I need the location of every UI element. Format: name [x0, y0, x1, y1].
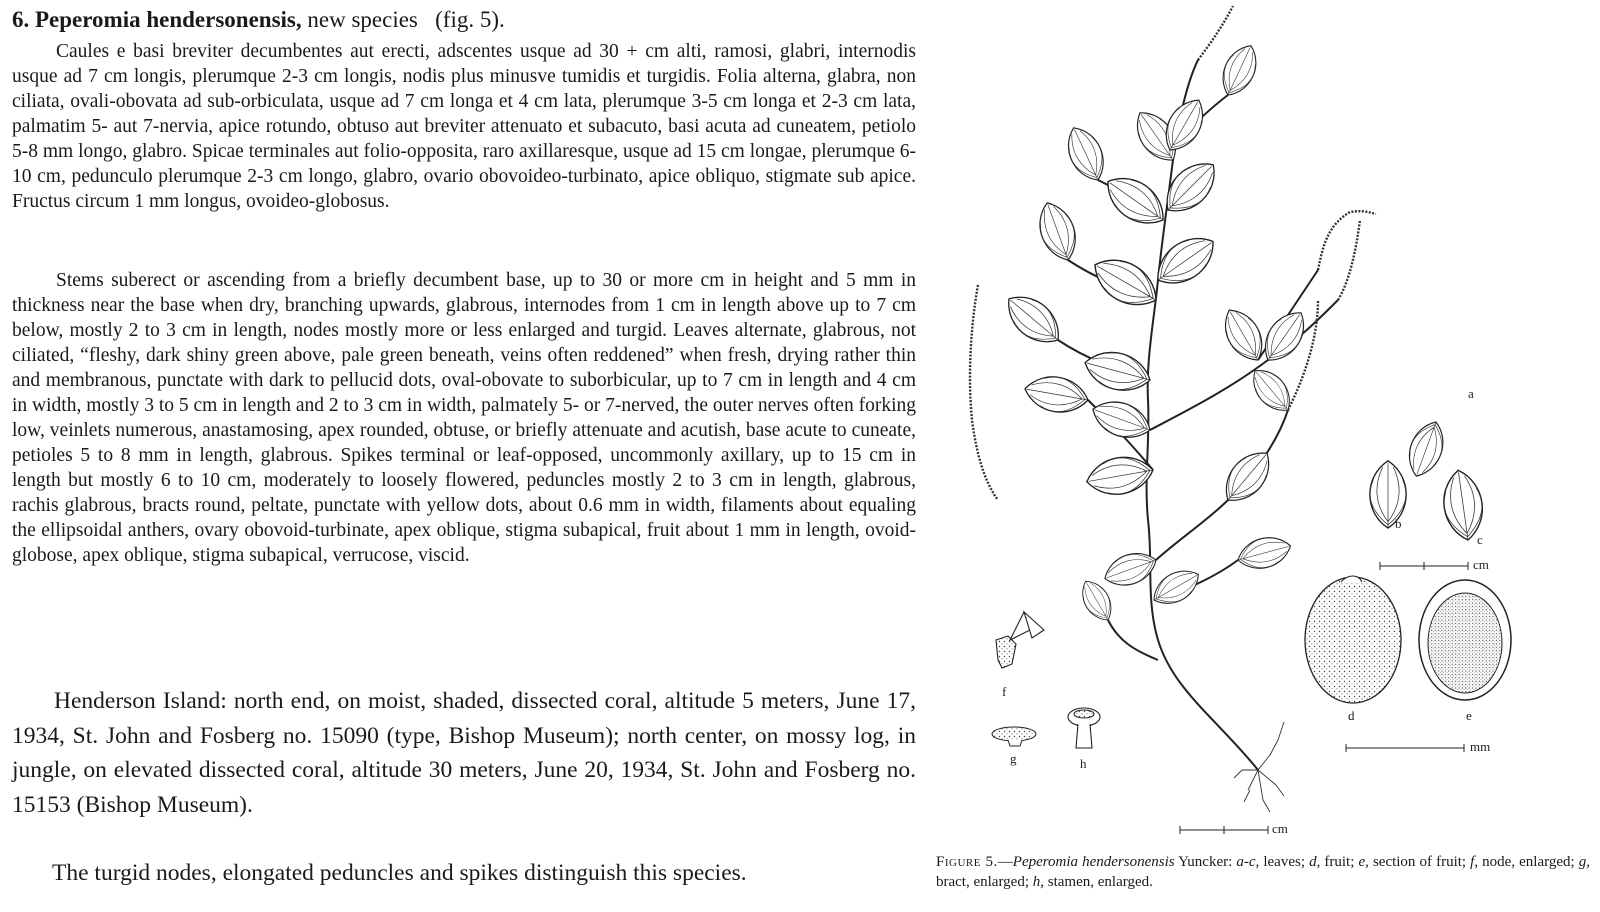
roots [1234, 722, 1284, 812]
locality-paragraph: Henderson Island: north end, on moist, shaded, dissected coral, altitude 5 meters, June 17, 1934, St. John and Fosberg no. 15090 (type, Bishop Museum); north center, on mossy log, in jungle, on elevated dissected coral, altitude 30 meters, June 20, 1934, St. John and Fosberg no. 15153 (Bishop Museum). [12, 688, 916, 818]
latin-description: Caules e basi breviter decumbentes aut erecti, adscentes usque ad 30 + cm alti, ramosi, glabri, internodis usque ad 7 cm longis, plerumque 2-3 cm longis, nodis plus minusve tumidis et turgidis. Folia alterna, glabra, non ciliata, ovali-obovata ad sub-orbiculata, usque ad 7 cm longa et 4 cm lata, plerumque 3-5 cm longa et 2-3 cm lata, palmatim 5- aut 7-nervia, apice rotundo, obtuso aut breviter attenuato et subacuto, basi acuta ad cuneatem, petiolo 5-8 mm longo, glabro. Spicae terminales aut folio-opposita, raro axillaresque, usque ad 15 cm longae, plerumque 6-10 cm, pedunculo plerumque 2-3 cm longo, glabro, ovario obovoideo-turbinato, apice obliquo, stigmate sub apice. Fructus circum 1 mm longus, ovoideo-globosus. [12, 41, 916, 212]
plant-scale-unit: cm [1272, 821, 1288, 836]
label-c: c [1477, 532, 1483, 547]
caption-part-key: e [1358, 854, 1366, 870]
caption-part-key: f [1470, 854, 1475, 870]
caption-part-text: , stamen, enlarged. [1040, 874, 1153, 890]
label-e: e [1466, 708, 1472, 723]
figure-dash: — [997, 854, 1013, 870]
species-number: 6. [12, 7, 30, 32]
caption-part-text: , section of fruit; [1365, 854, 1471, 870]
species-heading-rest: new species (fig. 5). [307, 7, 505, 32]
caption-part-key: h [1032, 874, 1041, 890]
caption-part-text: , fruit; [1316, 854, 1359, 870]
stamen-detail-h [1068, 708, 1100, 748]
bract-detail-g [992, 727, 1036, 746]
node-detail-f [996, 612, 1044, 668]
fruit-scale-unit: mm [1470, 739, 1491, 754]
caption-part-key: a-c [1236, 854, 1256, 870]
closing-sentence: The turgid nodes, elongated peduncles and spikes distinguish this species. [52, 860, 747, 886]
leaf-scale-bar [1380, 562, 1468, 570]
english-description: Stems suberect or ascending from a briefly decumbent base, up to 30 or more cm in height and 5 mm in thickness near the base when dry, branching upwards, glabrous, internodes from 1 cm in length above up to 7 cm below, mostly 2 to 3 cm in length, nodes mostly more or less enlarged and turgid. Leaves alternate, glabrous, not ciliated, “fleshy, dark shiny green above, pale green beneath, veins often reddened” when fresh, drying rather thin and membranous, punctate with dark to pellucid dots, oval-obovate to suborbicular, up to 7 cm in length and 4 cm in width, mostly 3 to 5 cm in length and 2 to 3 cm in width, palmately 5- or 7-nerved, the outer nerves often forking low, veinlets numerous, anastamosing, apex rounded, obtuse, or briefly attenuate and acutish, base acute to cuneate, petioles 5 to 8 mm in length, glabrous. Spikes terminal or leaf-opposed, uncommonly axillary, up to 15 cm in length but mostly 6 to 10 cm, moderately to loosely flowered, peduncles mostly 2 to 3 cm in length, glabrous, rachis glabrous, bracts round, peltate, punctate with yellow dots, about 0.6 mm in width, filaments about equaling the ellipsoidal anthers, ovary obovoid-turbinate, apex oblique, stigma subapical, fruit about 1 mm in length, ovoid-globose, apex oblique, stigma subapical, verrucose, viscid. [12, 270, 916, 566]
leaf-scale-unit: cm [1473, 557, 1489, 572]
caption-part-key: g [1578, 854, 1587, 870]
figure-author: Yuncker: [1174, 854, 1237, 870]
label-b: b [1395, 516, 1402, 531]
species-name: Peperomia hendersonensis, [35, 7, 302, 32]
caption-part-text: , node, enlarged; [1474, 854, 1579, 870]
figure-label: Figure 5. [936, 854, 998, 870]
label-h: h [1080, 756, 1087, 771]
label-f: f [1002, 684, 1007, 699]
detached-leaves-abc [1370, 417, 1487, 543]
figure-caption [936, 852, 1590, 892]
label-g: g [1010, 751, 1017, 766]
figure-species: Peperomia hendersonensis [1012, 854, 1175, 870]
plant-leaves [998, 39, 1314, 626]
fruit-d [1305, 577, 1401, 703]
label-a: a [1468, 386, 1474, 401]
plant-scale-bar [1180, 826, 1268, 834]
species-heading [12, 6, 505, 34]
botanical-illustration [958, 0, 1600, 850]
fruit-scale-bar [1346, 744, 1464, 752]
caption-part-key: d [1309, 854, 1317, 870]
caption-part-text: , leaves; [1255, 854, 1310, 870]
caption-part-text: , bract, enlarged; [936, 854, 1590, 890]
label-d: d [1348, 708, 1355, 723]
